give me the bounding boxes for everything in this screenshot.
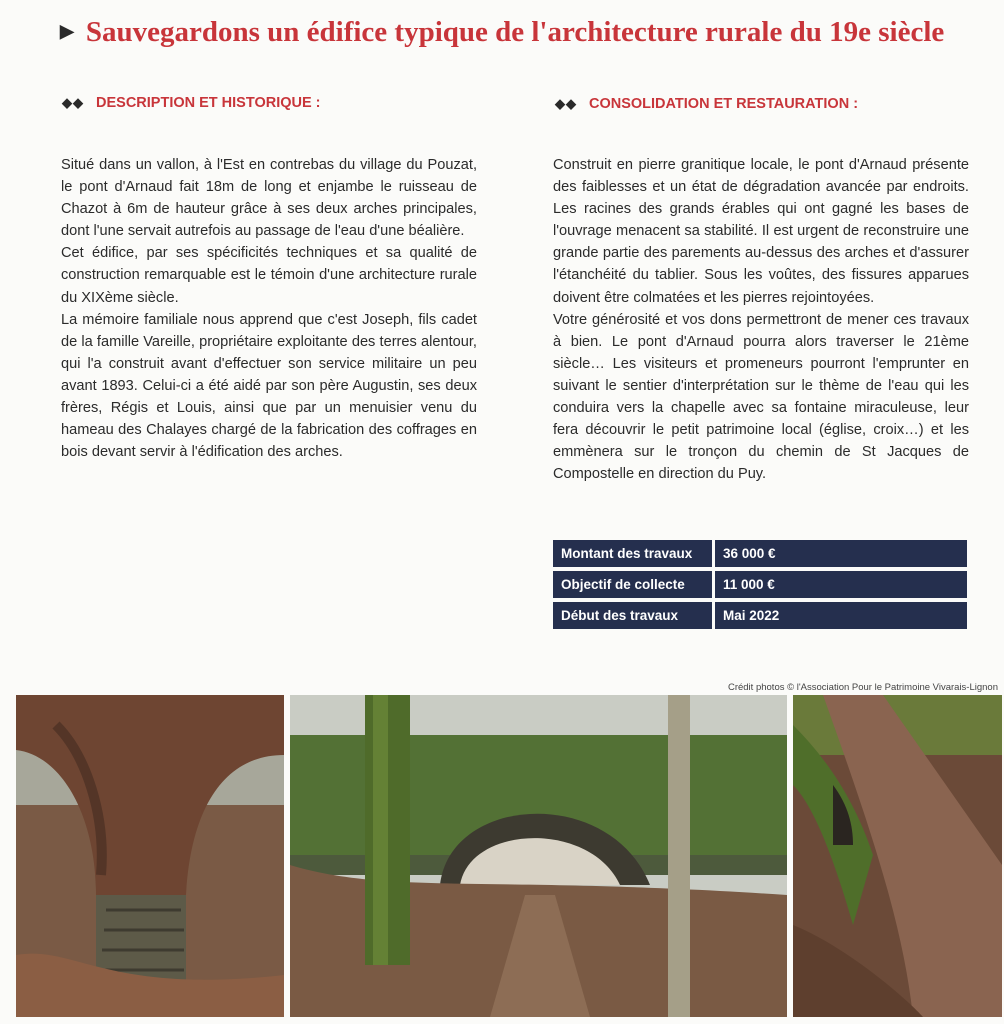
page-title <box>60 16 990 49</box>
table-value: 36 000 € <box>715 540 967 567</box>
table-label: Début des travaux <box>553 602 712 629</box>
section-heading-restauration <box>555 96 858 112</box>
diamond-bullets-icon: ◆◆ <box>555 96 577 111</box>
diamond-bullets-icon: ◆◆ <box>62 95 84 110</box>
table-row <box>553 540 967 567</box>
description-text <box>61 154 477 463</box>
section-heading-text: CONSOLIDATION ET RESTAURATION : <box>589 96 859 112</box>
table-label: Montant des travaux <box>553 540 712 567</box>
paragraph: Situé dans un vallon, à l'Est en contrebas du village du Pouzat, le pont d'Arnaud fait 18m de long et enjambe le ruisseau de Chazot à 6m de hauteur grâce à ses deux arches principales, dont l'une servait autrefois au passage de l'eau d'une béalière. <box>61 157 477 240</box>
photo-credit: Crédit photos © l'Association Pour le Patrimoine Vivarais-Lignon <box>727 682 998 693</box>
section-heading-text: DESCRIPTION ET HISTORIQUE : <box>96 95 321 111</box>
table-value: Mai 2022 <box>715 602 967 629</box>
paragraph: Cet édifice, par ses spécificités techniques et sa qualité de construction remarquable est le témoin d'une architecture rurale du XIXème siècle. <box>61 245 477 306</box>
paragraph: Construit en pierre granitique locale, le pont d'Arnaud présente des faiblesses et un état de dégradation avancée par endroits. Les racines des grands érables qui ont gagné les bases de l'ouvrage menacent sa stabilité. Il est urgent de reconstruire une grande partie des parements au-dessus des arches et d'assurer l'étanchéité du tablier. Sous les voûtes, des fissures apparues doivent être colmatées et les pierres rejointoyées. <box>553 157 969 306</box>
photo-bridge-arch <box>290 695 787 1017</box>
section-heading-description <box>62 95 321 111</box>
photo-bridge-pillar <box>16 695 284 1017</box>
triangle-bullet-icon: ▶ <box>60 21 74 41</box>
table-label: Objectif de collecte <box>553 571 712 598</box>
photo-bridge-deck <box>793 695 1002 1017</box>
paragraph: Votre générosité et vos dons permettront de mener ces travaux à bien. Le pont d'Arnaud pourra alors traverser le 21ème siècle… Les visiteurs et promeneurs pourront l'emprunter en suivant le sentier d'interprétation sur le thème de l'eau qui les conduira vers la chapelle avec sa fontaine miraculeuse, leur fera découvrir le petit patrimoine local (église, croix…) et les emmènera sur le tronçon du chemin de St Jacques de Compostelle en direction du Puy. <box>553 311 969 483</box>
budget-table <box>553 540 967 633</box>
restauration-text <box>553 154 969 485</box>
table-row <box>553 602 967 629</box>
title-text: Sauvegardons un édifice typique de l'architecture rurale du 19e siècle <box>85 16 945 48</box>
table-value: 11 000 € <box>715 571 967 598</box>
table-row <box>553 571 967 598</box>
paragraph: La mémoire familiale nous apprend que c'est Joseph, fils cadet de la famille Vareille, propriétaire exploitante des terres alentour, qui l'a construit avant d'effectuer son service militaire un peu avant 1893. Celui-ci a été aidé par son père Augustin, ses deux frères, Régis et Louis, ainsi que par un menuisier venu du hameau des Chalayes chargé de la fabrication des coffrages en bois devant servir à l'édification des arches. <box>61 311 477 461</box>
